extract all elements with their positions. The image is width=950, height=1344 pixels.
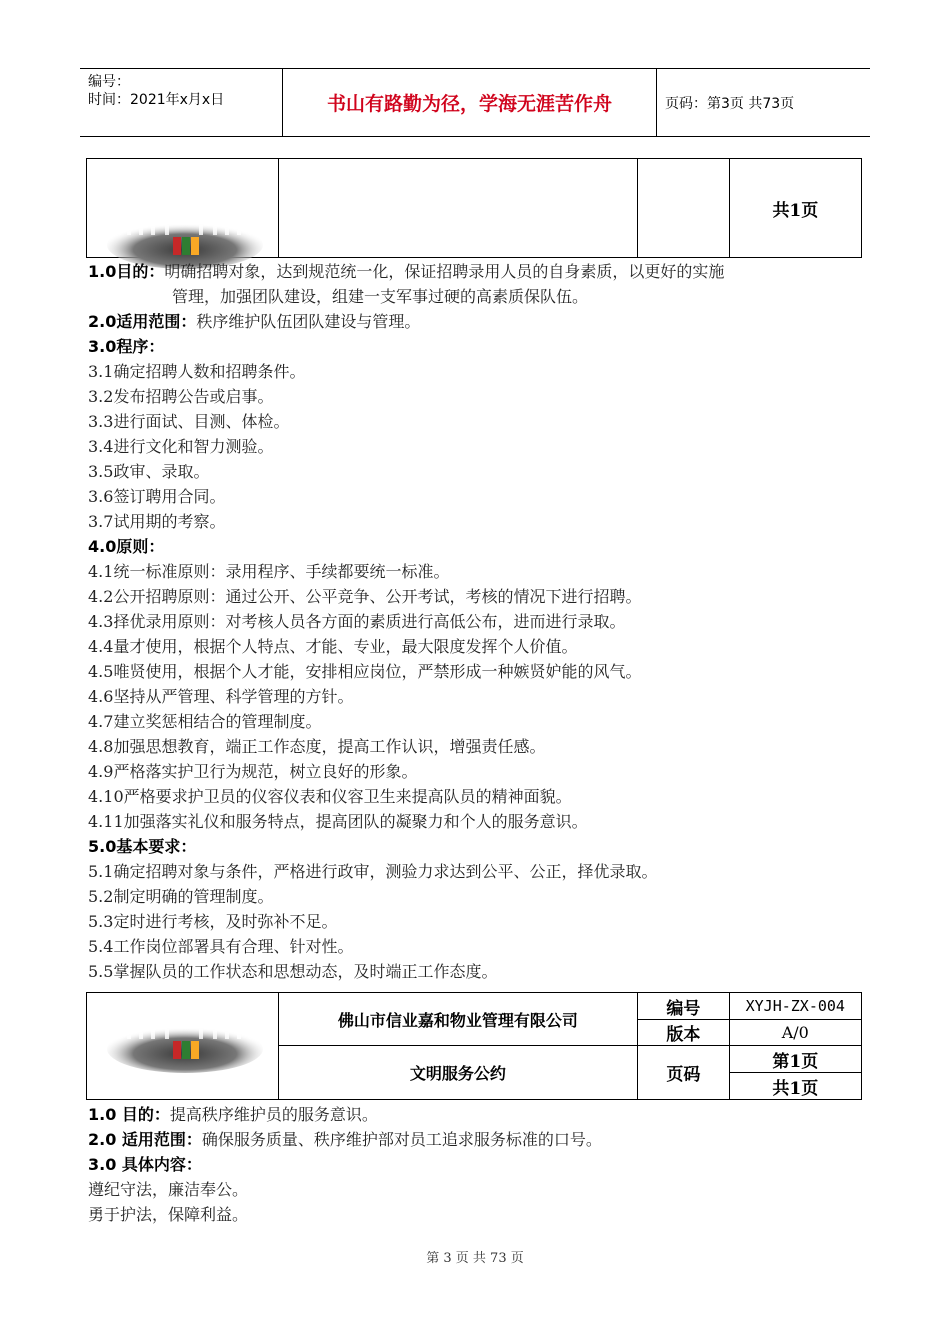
principle-item: 4.6坚持从严管理、科学管理的方针。 xyxy=(88,687,354,706)
total-pages-cell: 共1页 xyxy=(729,159,861,258)
principle-item: 4.7建立奖惩相结合的管理制度。 xyxy=(88,712,322,731)
purpose-label: 1.0目的： xyxy=(88,262,165,281)
header-motto: 书山有路勤为径，学海无涯苦作舟 xyxy=(283,69,657,136)
purpose-line-2: 管理，加强团队建设，组建一支军事过硬的高素质保队伍。 xyxy=(172,287,589,306)
procedure-item: 3.3进行面试、目测、体检。 xyxy=(88,412,290,431)
purpose-label-2nd: 1.0 目的： xyxy=(88,1105,170,1124)
header-number-label: 编号： xyxy=(88,74,130,90)
requirement-item: 5.5掌握队员的工作状态和思想动态，及时端正工作态度。 xyxy=(88,962,498,981)
scope-label-2nd: 2.0 适用范围： xyxy=(88,1130,202,1149)
procedure-heading: 3.0程序： xyxy=(88,337,165,356)
procedure-item: 3.2发布招聘公告或启事。 xyxy=(88,387,274,406)
purpose-text: 明确招聘对象，达到规范统一化，保证招聘录用人员的自身素质，以更好的实施 xyxy=(164,262,725,281)
principles-heading: 4.0原则： xyxy=(88,537,165,556)
principle-item: 4.2公开招聘原则：通过公开、公平竞争、公开考试，考核的情况下进行招聘。 xyxy=(88,587,642,606)
header-page-info: 页码：第3页 共73页 xyxy=(665,95,795,112)
content-item: 勇于护法，保障利益。 xyxy=(88,1205,249,1224)
company-logo-icon xyxy=(105,209,265,269)
purpose-line-2nd xyxy=(88,1105,378,1125)
version-value: A/0 xyxy=(729,1020,861,1046)
doc-title: 文明服务公约 xyxy=(278,1046,638,1100)
doc-header-table-1 xyxy=(86,158,862,258)
procedure-item: 3.1确定招聘人数和招聘条件。 xyxy=(88,362,306,381)
principle-item: 4.9严格落实护卫行为规范，树立良好的形象。 xyxy=(88,762,418,781)
company-name: 佛山市信业嘉和物业管理有限公司 xyxy=(278,993,638,1046)
running-header xyxy=(80,68,870,137)
principle-item: 4.3择优录用原则：对考核人员各方面的素质进行高低公布，进而进行录取。 xyxy=(88,612,626,631)
purpose-line xyxy=(88,262,724,282)
procedure-item: 3.5政审、录取。 xyxy=(88,462,210,481)
scope-label: 2.0适用范围： xyxy=(88,312,197,331)
principle-item: 4.11加强落实礼仪和服务特点，提高团队的凝聚力和个人的服务意识。 xyxy=(88,812,588,831)
procedure-item: 3.7试用期的考察。 xyxy=(88,512,226,531)
requirement-item: 5.2制定明确的管理制度。 xyxy=(88,887,274,906)
principle-item: 4.4量才使用，根据个人特点、才能、专业，最大限度发挥个人价值。 xyxy=(88,637,578,656)
page-value: 第1页 xyxy=(729,1046,861,1073)
company-logo-icon xyxy=(105,1013,265,1073)
header-meta xyxy=(80,69,283,136)
logo-cell xyxy=(87,159,279,258)
requirement-item: 5.3定时进行考核，及时弥补不足。 xyxy=(88,912,338,931)
purpose-text-2nd: 提高秩序维护员的服务意识。 xyxy=(169,1105,378,1124)
logo-cell xyxy=(87,993,279,1100)
principle-item: 4.1统一标准原则：录用程序、手续都要统一标准。 xyxy=(88,562,450,581)
content-item: 遵纪守法，廉洁奉公。 xyxy=(88,1180,249,1199)
scope-text-2nd: 确保服务质量、秩序维护部对员工追求服务标准的口号。 xyxy=(201,1130,602,1149)
page-label: 页码 xyxy=(638,1046,729,1100)
total-value: 共1页 xyxy=(729,1073,861,1100)
version-label: 版本 xyxy=(638,1020,729,1046)
number-value: XYJH-ZX-004 xyxy=(729,993,861,1020)
label-cell-empty xyxy=(638,159,729,258)
procedure-item: 3.6签订聘用合同。 xyxy=(88,487,226,506)
requirement-item: 5.1确定招聘对象与条件，严格进行政审，测验力求达到公平、公正，择优录取。 xyxy=(88,862,658,881)
header-time: 时间：2021年x月x日 xyxy=(88,92,225,108)
principle-item: 4.10严格要求护卫员的仪容仪表和仪容卫生来提高队员的精神面貌。 xyxy=(88,787,572,806)
scope-text: 秩序维护队伍团队建设与管理。 xyxy=(196,312,421,331)
requirements-heading: 5.0基本要求： xyxy=(88,837,197,856)
page-footer: 第 3 页 共 73 页 xyxy=(426,1251,524,1266)
scope-line xyxy=(88,312,420,332)
principle-item: 4.5唯贤使用，根据个人才能，安排相应岗位，严禁形成一种嫉贤妒能的风气。 xyxy=(88,662,642,681)
number-label: 编号 xyxy=(638,993,729,1020)
requirement-item: 5.4工作岗位部署具有合理、针对性。 xyxy=(88,937,354,956)
doc-header-table-2 xyxy=(86,992,862,1100)
content-heading: 3.0 具体内容： xyxy=(88,1155,202,1174)
procedure-item: 3.4进行文化和智力测验。 xyxy=(88,437,274,456)
principle-item: 4.8加强思想教育，端正工作态度，提高工作认识，增强责任感。 xyxy=(88,737,546,756)
company-cell-empty xyxy=(278,159,638,258)
scope-line-2nd xyxy=(88,1130,602,1150)
